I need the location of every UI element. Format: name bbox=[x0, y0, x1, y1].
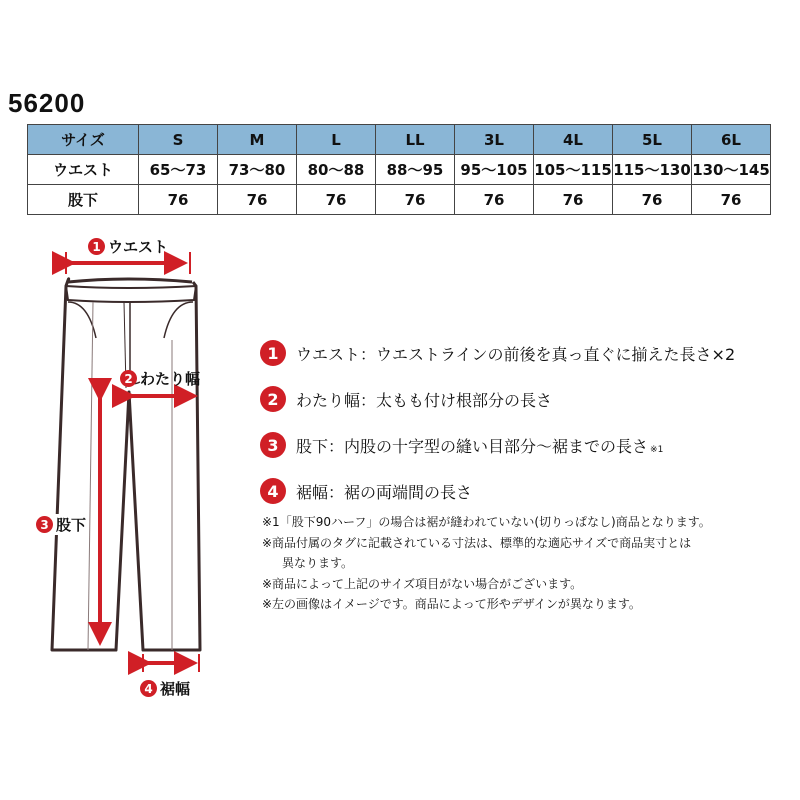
inseam-cell: 76 bbox=[376, 185, 455, 215]
number-badge: 1 bbox=[88, 238, 105, 255]
size-cell: 4L bbox=[534, 125, 613, 155]
size-header-label: サイズ bbox=[28, 125, 139, 155]
size-table bbox=[27, 124, 771, 215]
hem-label bbox=[140, 678, 190, 699]
waist-cell: 80〜88 bbox=[297, 155, 376, 185]
thigh-label bbox=[120, 368, 200, 389]
measurement-legend bbox=[260, 330, 780, 514]
legend-footnote-mark: ※1 bbox=[650, 444, 664, 455]
waist-cell: 88〜95 bbox=[376, 155, 455, 185]
legend-item-inseam bbox=[260, 422, 780, 468]
legend-item-hem bbox=[260, 468, 780, 514]
legend-desc: ：太もも付け根部分の長さ bbox=[360, 390, 553, 410]
size-cell: 5L bbox=[613, 125, 692, 155]
inseam-cell: 76 bbox=[692, 185, 771, 215]
footnote: ※商品付属のタグに記載されている寸法は、標準的な適応サイズで商品実寸とは bbox=[262, 535, 692, 550]
pants-outline-illustration bbox=[0, 220, 260, 700]
legend-term: 股下 bbox=[296, 436, 329, 456]
size-cell: 3L bbox=[455, 125, 534, 155]
footnote: ※1「股下90ハーフ」の場合は裾が縫われていない(切りっぱなし)商品となります。 bbox=[262, 515, 711, 529]
left-pocket bbox=[68, 302, 96, 338]
inseam-label-text: 股下 bbox=[56, 516, 87, 534]
size-header-row bbox=[28, 125, 771, 155]
legend-term: 裾幅 bbox=[296, 482, 329, 502]
inseam-row-label: 股下 bbox=[28, 185, 139, 215]
footnote-continued: 異なります。 bbox=[282, 556, 354, 570]
number-badge: 1 bbox=[260, 340, 286, 366]
inseam-cell: 76 bbox=[455, 185, 534, 215]
legend-term: ウエスト bbox=[296, 344, 361, 364]
size-cell: M bbox=[218, 125, 297, 155]
legend-item-thigh bbox=[260, 376, 780, 422]
thigh-label-text: わたり幅 bbox=[140, 370, 201, 388]
number-badge: 2 bbox=[120, 370, 137, 387]
size-cell: 6L bbox=[692, 125, 771, 155]
waist-cell: 73〜80 bbox=[218, 155, 297, 185]
waist-cell: 65〜73 bbox=[139, 155, 218, 185]
number-badge: 3 bbox=[260, 432, 286, 458]
legend-item-waist bbox=[260, 330, 780, 376]
pants-outline bbox=[52, 279, 200, 650]
waist-cell: 130〜145 bbox=[692, 155, 771, 185]
inseam-label bbox=[36, 514, 86, 535]
size-cell: LL bbox=[376, 125, 455, 155]
waistband bbox=[66, 286, 196, 302]
footnotes bbox=[262, 512, 782, 615]
number-badge: 2 bbox=[260, 386, 286, 412]
waist-label-text: ウエスト bbox=[108, 238, 169, 256]
inseam-cell: 76 bbox=[534, 185, 613, 215]
right-pocket bbox=[164, 302, 193, 338]
inseam-cell: 76 bbox=[297, 185, 376, 215]
waist-label bbox=[88, 236, 168, 257]
number-badge: 3 bbox=[36, 516, 53, 533]
model-number: 56200 bbox=[8, 88, 86, 118]
waist-row-label: ウエスト bbox=[28, 155, 139, 185]
inseam-row bbox=[28, 185, 771, 215]
inseam-cell: 76 bbox=[613, 185, 692, 215]
legend-desc: ：裾の両端間の長さ bbox=[328, 482, 473, 502]
footnote: ※左の画像はイメージです。商品によって形やデザインが異なります。 bbox=[262, 597, 641, 611]
number-badge: 4 bbox=[260, 478, 286, 504]
waist-cell: 115〜130 bbox=[613, 155, 692, 185]
left-crease bbox=[88, 302, 93, 650]
waist-row bbox=[28, 155, 771, 185]
pants-diagram bbox=[0, 220, 260, 700]
legend-term: わたり幅 bbox=[296, 390, 361, 410]
legend-desc: ：ウエストラインの前後を真っ直ぐに揃えた長さ×2 bbox=[360, 344, 736, 364]
inseam-cell: 76 bbox=[218, 185, 297, 215]
hem-label-text: 裾幅 bbox=[160, 680, 191, 698]
waist-cell: 95〜105 bbox=[455, 155, 534, 185]
number-badge: 4 bbox=[140, 680, 157, 697]
footnote: ※商品によって上記のサイズ項目がない場合がございます。 bbox=[262, 576, 583, 591]
inseam-cell: 76 bbox=[139, 185, 218, 215]
waist-cell: 105〜115 bbox=[534, 155, 613, 185]
size-cell: S bbox=[139, 125, 218, 155]
size-cell: L bbox=[297, 125, 376, 155]
legend-desc: ：内股の十字型の縫い目部分〜裾までの長さ bbox=[328, 436, 649, 456]
